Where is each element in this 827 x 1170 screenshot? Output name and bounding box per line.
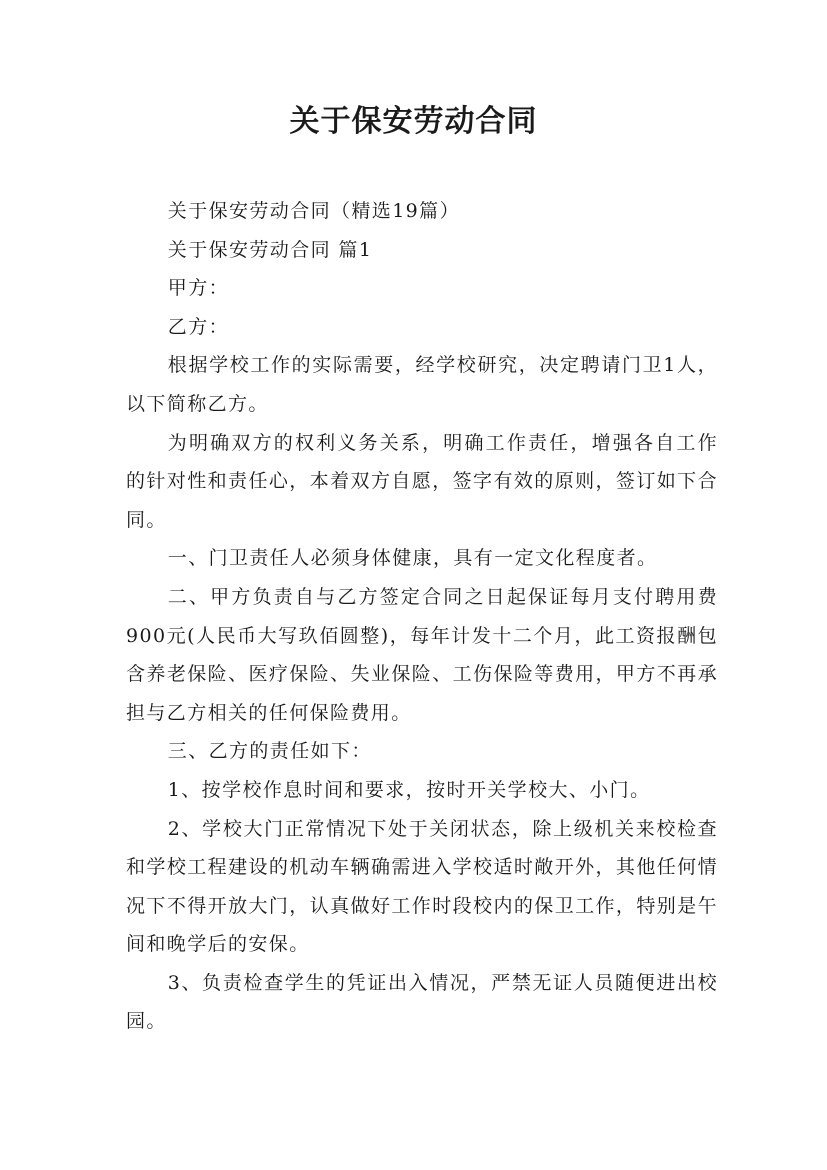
paragraph-section-heading: 关于保安劳动合同 篇1 bbox=[167, 238, 373, 261]
paragraph: 二、甲方负责自与乙方签定合同之日起保证每月支付聘用费900元(人民币大写玖佰圆整)，每年计发十二个月，此工资报酬包含养老保险、医疗保险、失业保险、工伤保险等费用，甲方不再承担与乙方相关的任何保险费用。 bbox=[126, 585, 718, 724]
paragraph-party-b: 乙方： bbox=[167, 315, 229, 338]
document-title: 关于保安劳动合同 bbox=[289, 104, 538, 139]
paragraph: 2、学校大门正常情况下处于关闭状态，除上级机关来校检查和学校工程建设的机动车辆确需进入学校适时敞开外，其他任何情况下不得开放大门，认真做好工作时段校内的保卫工作，特别是午间和晚学后的安保。 bbox=[126, 817, 718, 956]
paragraph: 为明确双方的权利义务关系，明确工作责任，增强各自工作的针对性和责任心，本着双方自愿，签字有效的原则，签订如下合同。 bbox=[126, 431, 718, 531]
document-body bbox=[126, 192, 718, 1041]
paragraph: 根据学校工作的实际需要，经学校研究，决定聘请门卫1人，以下简称乙方。 bbox=[126, 354, 718, 415]
paragraph-party-a: 甲方： bbox=[167, 277, 229, 300]
paragraph: 一、门卫责任人必须身体健康，具有一定文化程度者。 bbox=[167, 547, 658, 570]
paragraph: 三、乙方的责任如下： bbox=[167, 740, 372, 763]
paragraph: 1、按学校作息时间和要求，按时开关学校大、小门。 bbox=[167, 778, 651, 801]
paragraph-subtitle: 关于保安劳动合同（精选19篇） bbox=[167, 200, 460, 222]
paragraph: 3、负责检查学生的凭证出入情况，严禁无证人员随便进出校园。 bbox=[126, 971, 718, 1033]
